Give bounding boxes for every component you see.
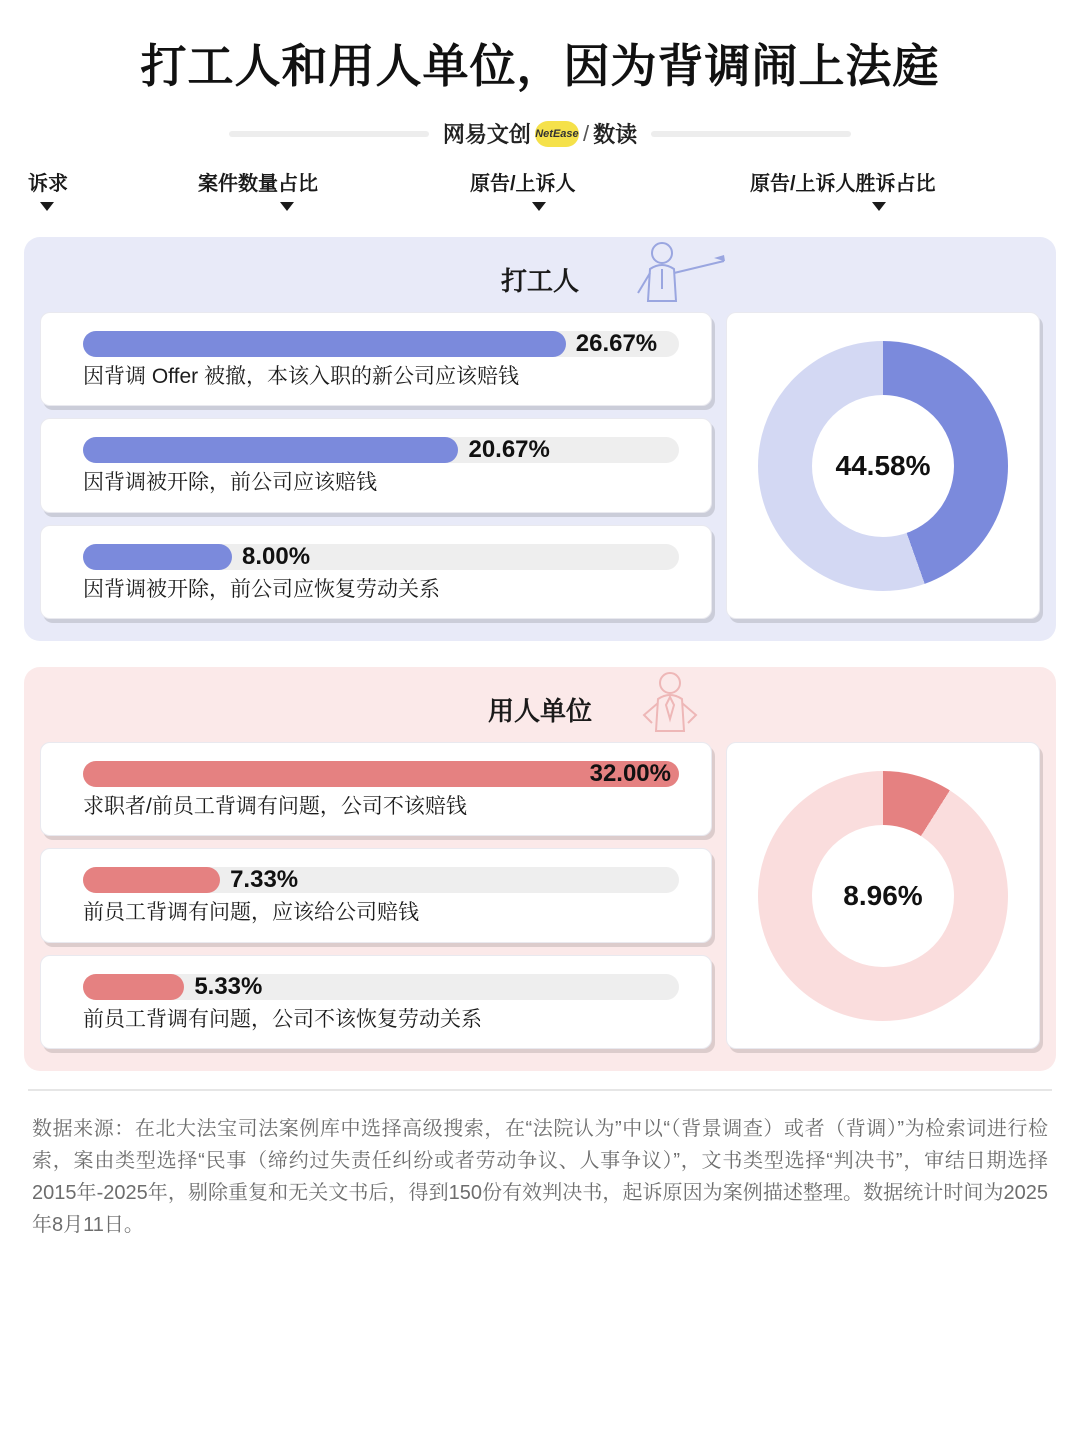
bar-value: 32.00% xyxy=(589,760,671,788)
callout-arrow-icon xyxy=(872,202,886,211)
page-title: 打工人和用人单位，因为背调闹上法庭 xyxy=(140,40,940,92)
bar-value: 20.67% xyxy=(468,436,550,464)
bar-card xyxy=(40,955,712,1049)
bar-value: 7.33% xyxy=(230,866,299,894)
bar-track xyxy=(83,331,679,357)
employer-donut-card xyxy=(726,742,1040,1049)
netease-badge-icon: NetEase xyxy=(535,121,579,147)
callout-case-share xyxy=(198,167,318,211)
bar-label: 因背调被开除，前公司应该赔钱 xyxy=(83,471,377,495)
panel-employer xyxy=(24,667,1056,1071)
brand-row xyxy=(0,118,1080,149)
bar-label: 前员工背调有问题，公司不该恢复劳动关系 xyxy=(83,1007,482,1031)
bar-label: 因背调 Offer 被撤，本该入职的新公司应该赔钱 xyxy=(83,365,519,388)
bar-card xyxy=(40,418,712,512)
source-note: 数据来源：在北大法宝司法案例库中选择高级搜索，在“法院认为”中以“（背景调查）或者（背调）”为检索词进行检索，案由类型选择“民事（缔约过失责任纠纷或者劳动争议、人事争议）”，文书类型选择“判决书”，审结日期选择2015年-2025年，剔除重复和无关文书后，得到150份有效判决书，起诉原因为案例描述整理。数据统计时间为2025年8月11日。 xyxy=(32,1118,1048,1237)
callout-win-rate xyxy=(750,167,936,211)
donut-wrap xyxy=(758,341,1008,591)
brand-name-right: 数读 xyxy=(593,122,638,147)
bar-value: 26.67% xyxy=(575,330,658,357)
bar-fill xyxy=(83,867,220,893)
bar-card xyxy=(40,525,712,619)
brand-rule-left xyxy=(229,131,429,137)
callout-demand-label: 诉求 xyxy=(28,173,68,195)
callout-arrow-icon xyxy=(532,202,546,211)
bar-card xyxy=(40,848,712,942)
panel-employee-body xyxy=(40,312,1040,619)
bar-value: 5.33% xyxy=(194,972,263,1000)
bar-track xyxy=(83,437,679,463)
source-divider xyxy=(28,1089,1052,1091)
donut-center-label: 44.58% xyxy=(812,395,954,537)
bar-track xyxy=(83,761,679,787)
bar-track xyxy=(83,867,679,893)
bar-fill xyxy=(83,331,566,357)
employee-donut-card xyxy=(726,312,1040,619)
donut-center-label: 8.96% xyxy=(812,825,954,967)
bar-fill xyxy=(83,544,232,570)
brand-name-left: 网易文创 xyxy=(442,122,531,147)
callout-arrow-icon xyxy=(40,202,54,211)
bar-label: 求职者/前员工背调有问题，公司不该赔钱 xyxy=(83,795,467,819)
callout-arrow-icon xyxy=(280,202,294,211)
employer-bars-column xyxy=(40,742,712,1049)
bar-track xyxy=(83,544,679,570)
callout-case-share-label: 案件数量占比 xyxy=(198,173,318,195)
panel-employer-body xyxy=(40,742,1040,1049)
callout-demand xyxy=(28,167,68,211)
donut-wrap xyxy=(758,771,1008,1021)
employee-bars-column xyxy=(40,312,712,619)
panel-employer-title: 用人单位 xyxy=(487,696,592,727)
bar-label: 因背调被开除，前公司应恢复劳动关系 xyxy=(83,577,440,601)
panel-employee xyxy=(24,237,1056,641)
brand-separator: / xyxy=(582,120,590,146)
callout-win-rate-label: 原告/上诉人胜诉占比 xyxy=(750,173,936,195)
callout-annotations xyxy=(0,167,1080,237)
bar-fill xyxy=(83,437,458,463)
brand-text xyxy=(443,118,637,149)
bar-fill xyxy=(83,974,184,1000)
bar-value: 8.00% xyxy=(242,542,311,570)
callout-plaintiff xyxy=(470,167,576,211)
bar-card xyxy=(40,742,712,836)
callout-plaintiff-label: 原告/上诉人 xyxy=(470,173,576,195)
bar-card xyxy=(40,312,712,406)
brand-rule-right xyxy=(651,131,851,137)
panel-employee-title: 打工人 xyxy=(500,266,579,296)
bar-track xyxy=(83,974,679,1000)
bar-label: 前员工背调有问题，应该给公司赔钱 xyxy=(83,901,419,925)
